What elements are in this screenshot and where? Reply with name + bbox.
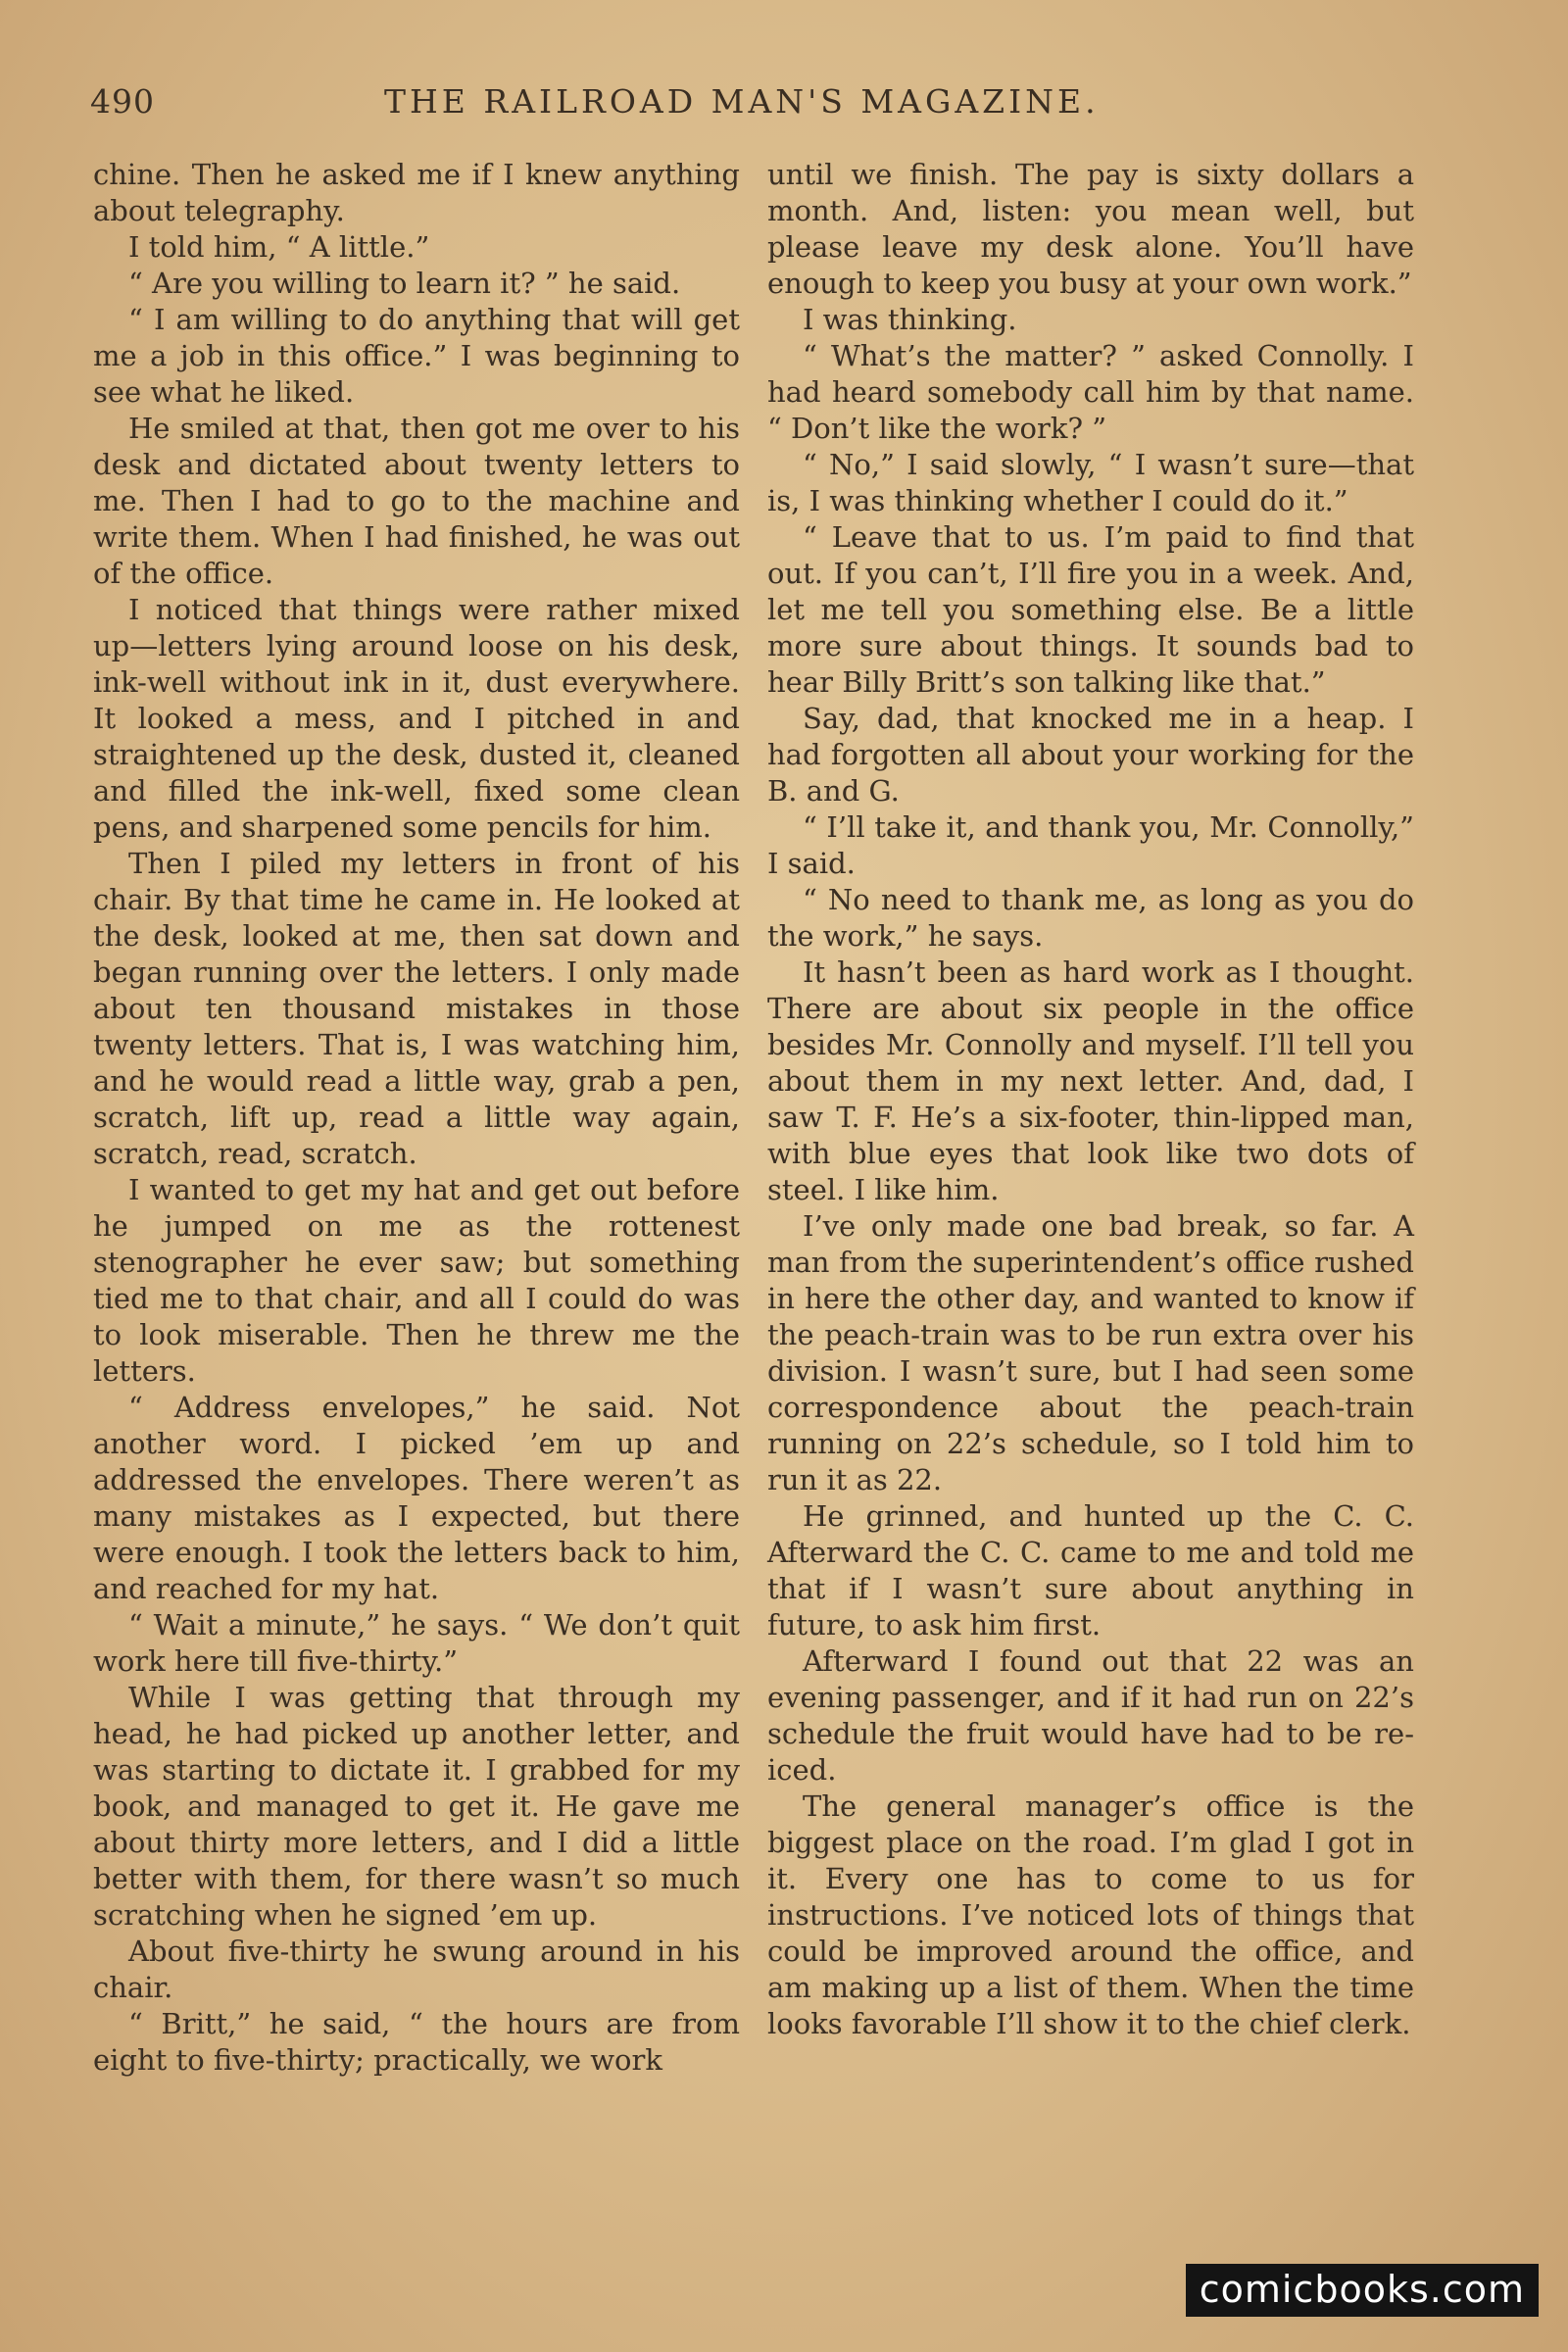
paragraph: About five-thirty he swung around in his chair. xyxy=(93,1935,740,2004)
paragraph: I noticed that things were rather mixed up—letters lying around loose on his desk, ink-well without ink in it, dust everywhere. It looked a mess, and I pitched in and straightened up the desk, dusted it, cleaned and filled the ink-well, fixed some clean pens, and sharpened some pencils for him. xyxy=(93,593,740,844)
paragraph: chine. Then he asked me if I knew anything about telegraphy. xyxy=(93,158,740,227)
paragraph: “ Leave that to us. I’m paid to find that out. If you can’t, I’ll fire you in a week. And, let me tell you something else. Be a little more sure about things. It sounds bad to hear Billy Britt’s son talking like that.” xyxy=(767,520,1414,699)
paragraph: It hasn’t been as hard work as I thought. There are about six people in the office besides Mr. Connolly and myself. I’ll tell you about them in my next letter. And, dad, I saw T. F. He’s a six-footer, thin-lipped man, with blue eyes that look like two dots of steel. I like him. xyxy=(767,956,1414,1206)
paragraph: Afterward I found out that 22 was an evening passenger, and if it had run on 22’s schedule the fruit would have had to be re-iced. xyxy=(767,1644,1414,1787)
paragraph: “ Address envelopes,” he said. Not another word. I picked ’em up and addressed the envelopes. There weren’t as many mistakes as I expected, but there were enough. I took the letters back to him, and reached for my hat. xyxy=(93,1391,740,1605)
paragraph: “ What’s the matter? ” asked Connolly. I had heard somebody call him by that name. “ Don’t like the work? ” xyxy=(767,339,1414,445)
paragraph: “ No need to thank me, as long as you do the work,” he says. xyxy=(767,883,1414,953)
paragraph: While I was getting that through my head, he had picked up another letter, and was starting to dictate it. I grabbed for my book, and managed to get it. He gave me about thirty more letters, and I did a little better with them, for there wasn’t so much scratching when he signed ’em up. xyxy=(93,1681,740,1932)
paragraph: “ I’ll take it, and thank you, Mr. Connolly,” I said. xyxy=(767,810,1414,880)
left-column xyxy=(93,157,740,2079)
paragraph: I was thinking. xyxy=(803,303,1017,336)
running-head: THE RAILROAD MAN'S MAGAZINE. xyxy=(384,82,1100,121)
paragraph: Then I piled my letters in front of his chair. By that time he came in. He looked at the desk, looked at me, then sat down and began running over the letters. I only made about ten thousand mistakes in those twenty letters. That is, I was watching him, and he would read a little way, grab a pen, scratch, lift up, read a little way again, scratch, read, scratch. xyxy=(93,847,740,1170)
paragraph: Say, dad, that knocked me in a heap. I had forgotten all about your working for the B. and G. xyxy=(767,702,1414,808)
paragraph: “ Wait a minute,” he says. “ We don’t quit work here till five-thirty.” xyxy=(93,1608,740,1678)
right-column xyxy=(767,157,1414,2042)
paragraph: until we finish. The pay is sixty dollars a month. And, listen: you mean well, but please leave my desk alone. You’ll have enough to keep you busy at your own work.” xyxy=(767,158,1414,300)
paragraph: He smiled at that, then got me over to his desk and dictated about twenty letters to me. Then I had to go to the machine and write them. When I had finished, he was out of the office. xyxy=(93,412,740,590)
paragraph: I wanted to get my hat and get out before he jumped on me as the rottenest stenographer he ever saw; but something tied me to that chair, and all I could do was to look miserable. Then he threw me the letters. xyxy=(93,1173,740,1388)
paragraph: “ Britt,” he said, “ the hours are from eight to five-thirty; practically, we work xyxy=(93,2007,740,2077)
paragraph: I told him, “ A little.” xyxy=(128,230,430,264)
watermark-logo: comicbooks.com xyxy=(1186,2264,1539,2317)
paragraph: The general manager’s office is the biggest place on the road. I’m glad I got in it. Every one has to come to us for instructions. I’ve noticed lots of things that could be improved around the office, and am making up a list of them. When the time looks favorable I’ll show it to the chief clerk. xyxy=(767,1789,1414,2040)
paragraph: He grinned, and hunted up the C. C. Afterward the C. C. came to me and told me that if I wasn’t sure about anything in future, to ask him first. xyxy=(767,1499,1414,1642)
paragraph: “ No,” I said slowly, “ I wasn’t sure—that is, I was thinking whether I could do it.” xyxy=(767,448,1414,517)
paragraph: I’ve only made one bad break, so far. A man from the superintendent’s office rushed in here the other day, and wanted to know if the peach-train was to be run extra over his division. I wasn’t sure, but I had seen some correspondence about the peach-train running on 22’s schedule, so I told him to run it as 22. xyxy=(767,1209,1414,1496)
page-number: 490 xyxy=(90,82,155,121)
paragraph: “ Are you willing to learn it? ” he said. xyxy=(128,267,681,300)
paragraph: “ I am willing to do anything that will get me a job in this office.” I was beginning to see what he liked. xyxy=(93,303,740,409)
